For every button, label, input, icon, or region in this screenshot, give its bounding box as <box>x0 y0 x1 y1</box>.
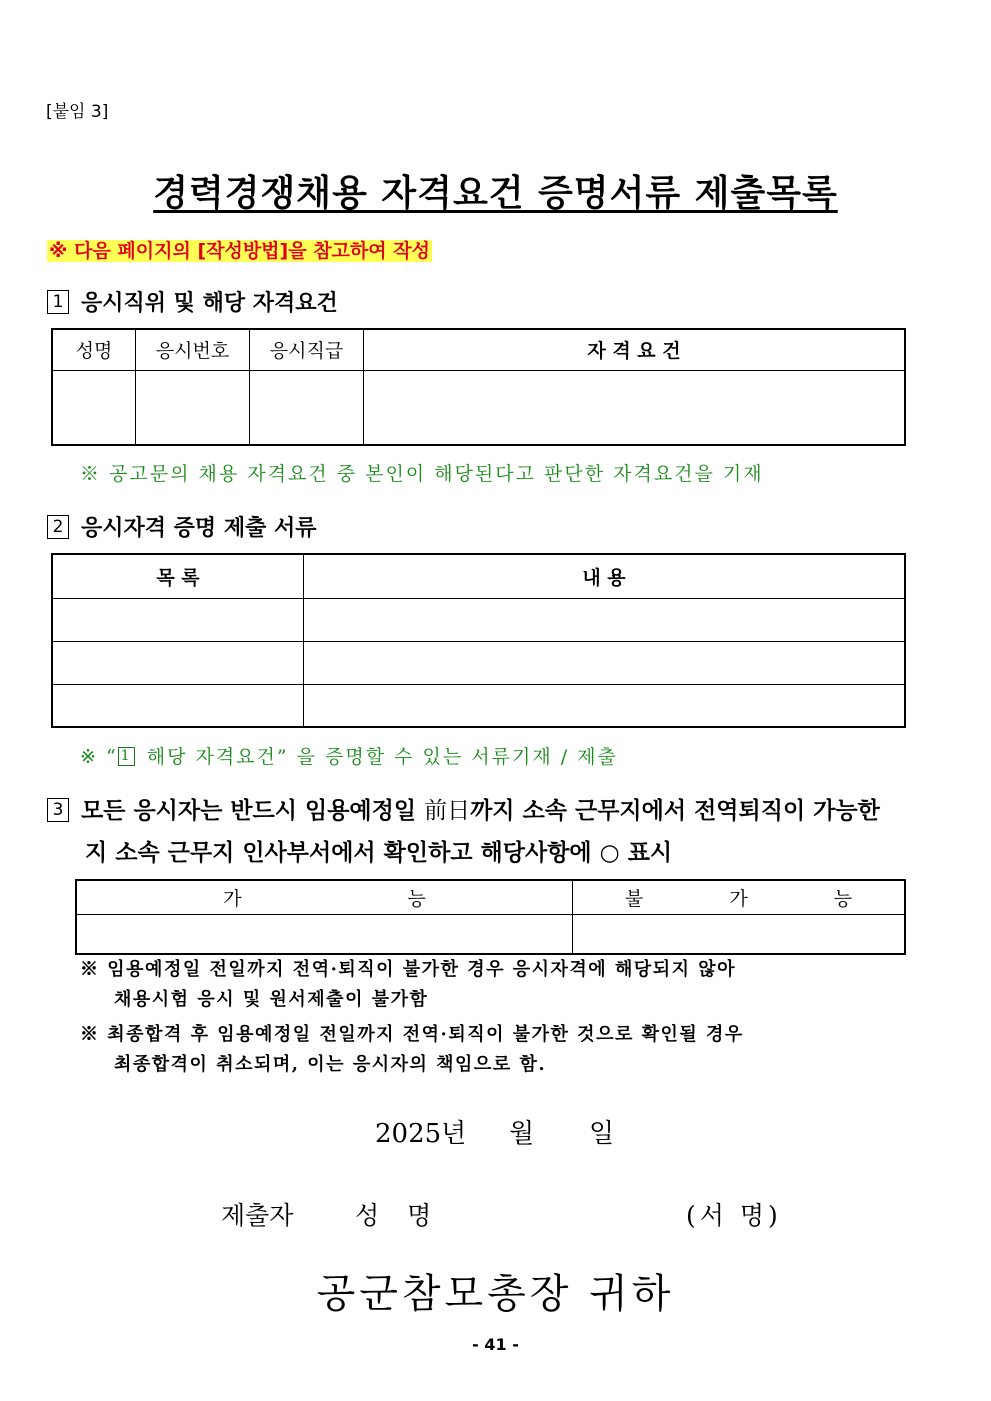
note-mark: ※ <box>80 1024 100 1045</box>
section2-number: 2 <box>47 515 69 539</box>
header-possible: 가 능 <box>76 880 573 914</box>
section3-note-2 <box>80 1020 744 1080</box>
cell-exam-number[interactable] <box>136 370 250 445</box>
note-line: 최종합격이 취소되며, 이는 응시자의 책임으로 함. <box>114 1054 547 1075</box>
signature-label: (서 명) <box>686 1201 782 1230</box>
section2-heading <box>47 511 317 542</box>
doc-content-cell[interactable] <box>304 684 906 727</box>
header-exam-grade: 응시직급 <box>250 329 364 370</box>
note-line: 임용예정일 전일까지 전역·퇴직이 불가한 경우 응시자격에 해당되지 않아 <box>107 959 737 980</box>
section3-note-1 <box>80 955 736 1015</box>
cell-possible[interactable] <box>76 914 573 954</box>
section2-title: 응시자격 증명 제출 서류 <box>81 516 317 541</box>
header-impossible: 불 가 능 <box>573 880 906 914</box>
section3-line1-a: 모든 응시자는 반드시 임용예정일 <box>81 798 425 824</box>
header-qualification: 자 격 요 건 <box>364 329 906 370</box>
availability-table <box>75 879 906 955</box>
section2-note <box>80 742 618 769</box>
note-line: 채용시험 응시 및 원서제출이 불가함 <box>114 989 429 1010</box>
date-day: 일 <box>589 1119 615 1149</box>
section1-title: 응시직위 및 해당 자격요건 <box>81 291 338 316</box>
page-number: - 41 - <box>472 1335 519 1354</box>
submitter-name-label: 성 명 <box>355 1201 442 1230</box>
section1-heading <box>47 286 338 317</box>
date-year: 2025년 <box>375 1119 467 1149</box>
section1-note: ※ 공고문의 채용 자격요건 중 본인이 해당된다고 판단한 자격요건을 기재 <box>80 463 764 485</box>
header-content: 내 용 <box>304 554 906 598</box>
cell-impossible[interactable] <box>573 914 906 954</box>
doc-list-cell[interactable] <box>52 641 304 684</box>
cell-exam-grade[interactable] <box>250 370 364 445</box>
header-exam-number: 응시번호 <box>136 329 250 370</box>
section3-line1 <box>47 790 967 832</box>
header-list: 목 록 <box>52 554 304 598</box>
documents-table <box>51 553 906 728</box>
section3-line2: 지 소속 근무지 인사부서에서 확인하고 해당사항에 ○ 표시 <box>85 840 673 866</box>
notice-banner: ※ 다음 페이지의 [작성방법]을 참고하여 작성 <box>49 240 430 262</box>
date-month: 월 <box>509 1119 535 1149</box>
section1-number: 1 <box>47 290 69 314</box>
header-name: 성명 <box>52 329 136 370</box>
qualification-table <box>51 328 906 446</box>
addressee: 공군참모총장 귀하 <box>316 1271 675 1317</box>
section3-line1-b: 까지 소속 근무지에서 전역퇴직이 가능한 <box>470 798 880 824</box>
note-line: 최종합격 후 임용예정일 전일까지 전역·퇴직이 불가한 것으로 확인될 경우 <box>107 1024 744 1045</box>
cell-qualification[interactable] <box>364 370 906 445</box>
note-prefix: ※ “ <box>80 746 118 768</box>
submitter-label: 제출자 <box>221 1201 294 1230</box>
section3-number: 3 <box>47 798 69 822</box>
note-suffix: 해당 자격요건” 을 증명할 수 있는 서류기재 / 제출 <box>138 746 618 768</box>
section3-hanja: 前日 <box>424 798 471 824</box>
section3-heading <box>47 790 967 874</box>
page-title: 경력경쟁채용 자격요건 증명서류 제출목록 <box>153 173 838 214</box>
doc-content-cell[interactable] <box>304 598 906 641</box>
attachment-label: [붙임 3] <box>46 102 109 122</box>
doc-list-cell[interactable] <box>52 684 304 727</box>
note-ref-number: 1 <box>118 747 135 766</box>
doc-list-cell[interactable] <box>52 598 304 641</box>
cell-name[interactable] <box>52 370 136 445</box>
note-mark: ※ <box>80 959 100 980</box>
doc-content-cell[interactable] <box>304 641 906 684</box>
